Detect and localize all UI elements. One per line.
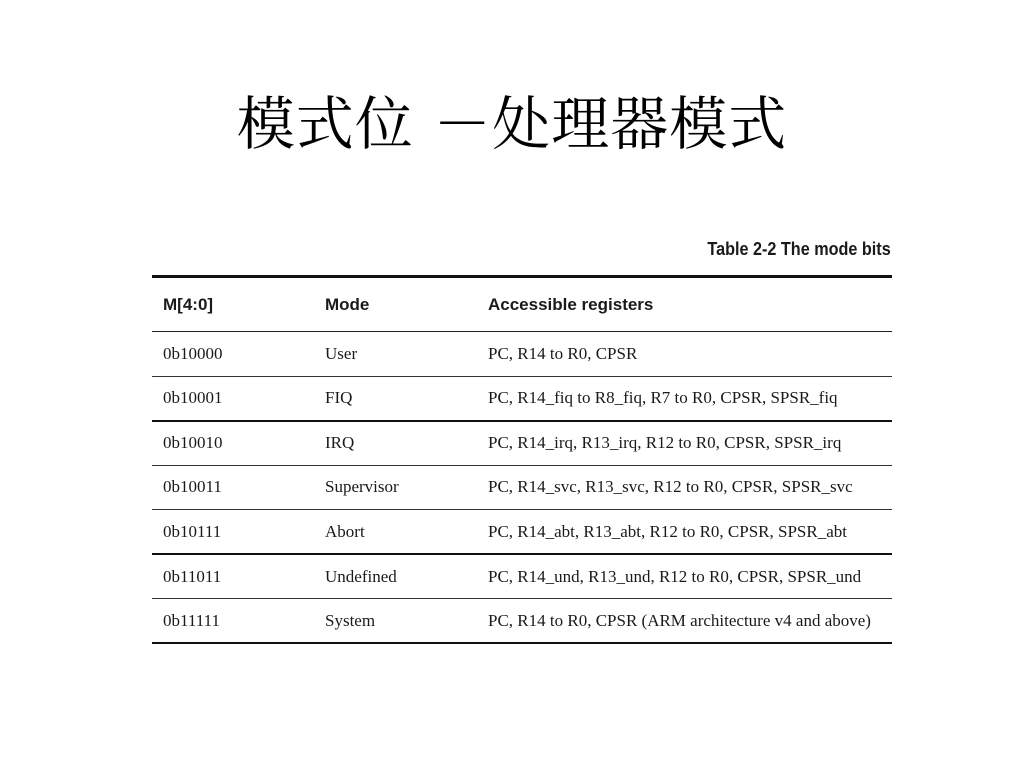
- table-caption: Table 2-2 The mode bits: [707, 239, 891, 259]
- cell-mode: IRQ: [314, 421, 477, 466]
- cell-mode: FIQ: [314, 376, 477, 421]
- cell-bits: 0b10011: [152, 465, 314, 510]
- cell-mode: Supervisor: [314, 465, 477, 510]
- table-row: [152, 554, 892, 599]
- cell-registers: PC, R14_und, R13_und, R12 to R0, CPSR, SPSR_und: [477, 554, 892, 599]
- cell-registers: PC, R14_irq, R13_irq, R12 to R0, CPSR, SPSR_irq: [477, 421, 892, 466]
- cell-registers: PC, R14_fiq to R8_fiq, R7 to R0, CPSR, SPSR_fiq: [477, 376, 892, 421]
- table-row: [152, 599, 892, 644]
- cell-bits: 0b10001: [152, 376, 314, 421]
- header-mode: Mode: [314, 277, 477, 332]
- header-accessible-registers: Accessible registers: [477, 277, 892, 332]
- table-row: [152, 421, 892, 466]
- mode-bits-table: [152, 275, 892, 644]
- cell-bits: 0b10111: [152, 510, 314, 555]
- cell-bits: 0b10010: [152, 421, 314, 466]
- table-row: [152, 510, 892, 555]
- cell-mode: System: [314, 599, 477, 644]
- table-row: [152, 332, 892, 377]
- cell-bits: 0b10000: [152, 332, 314, 377]
- table-row: [152, 465, 892, 510]
- header-mode-bits: M[4:0]: [152, 277, 314, 332]
- cell-mode: Undefined: [314, 554, 477, 599]
- table-row: [152, 376, 892, 421]
- cell-bits: 0b11111: [152, 599, 314, 644]
- table-header-row: [152, 277, 892, 332]
- cell-registers: PC, R14 to R0, CPSR: [477, 332, 892, 377]
- cell-registers: PC, R14_abt, R13_abt, R12 to R0, CPSR, SPSR_abt: [477, 510, 892, 555]
- cell-registers: PC, R14_svc, R13_svc, R12 to R0, CPSR, SPSR_svc: [477, 465, 892, 510]
- slide-title: 模式位 －处理器模式: [236, 90, 788, 158]
- cell-mode: Abort: [314, 510, 477, 555]
- cell-bits: 0b11011: [152, 554, 314, 599]
- cell-mode: User: [314, 332, 477, 377]
- cell-registers: PC, R14 to R0, CPSR (ARM architecture v4 and above): [477, 599, 892, 644]
